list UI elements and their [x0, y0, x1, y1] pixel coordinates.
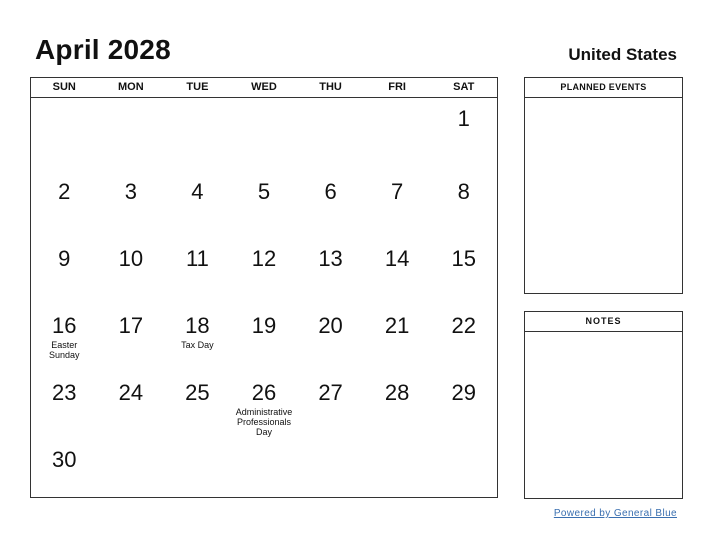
day-number: 16 [52, 313, 77, 338]
country-label: United States [568, 45, 677, 64]
day-number: 9 [58, 246, 71, 271]
weekday-wed: WED [251, 81, 277, 93]
calendar-day-cell [430, 232, 497, 299]
day-number: 7 [391, 179, 404, 204]
day-number: 11 [186, 246, 209, 271]
weekday-tue: TUE [186, 81, 209, 93]
weekday-thu: THU [319, 81, 342, 93]
empty-day-cell [364, 98, 431, 165]
day-number: 14 [384, 246, 410, 271]
calendar-day-cell [98, 299, 165, 366]
calendar-day-cell [297, 299, 364, 366]
calendar-weeks [31, 98, 497, 500]
weekday-fri: FRI [388, 81, 406, 93]
notes-heading: NOTES [525, 312, 682, 332]
empty-day-cell [430, 433, 497, 500]
day-number: 21 [384, 313, 410, 338]
notes-panel [524, 311, 683, 499]
calendar-day-cell [31, 433, 98, 500]
calendar-day-cell [364, 232, 431, 299]
weekday-sat: SAT [453, 81, 475, 93]
day-number: 2 [58, 179, 71, 204]
empty-day-cell [31, 98, 98, 165]
day-number: 3 [124, 179, 137, 204]
calendar-day-cell [231, 232, 298, 299]
day-number: 6 [324, 179, 337, 204]
weekday-header-row [31, 78, 497, 98]
calendar-day-cell [98, 366, 165, 433]
empty-day-cell [164, 433, 231, 500]
day-number: 29 [451, 380, 476, 405]
day-number: 1 [457, 106, 470, 131]
empty-day-cell [297, 98, 364, 165]
day-number: 19 [251, 313, 277, 338]
day-number: 8 [457, 179, 470, 204]
calendar-day-cell [364, 165, 431, 232]
calendar-day-cell [430, 299, 497, 366]
calendar-day-cell [297, 366, 364, 433]
calendar-day-cell [98, 165, 165, 232]
holiday-label: Tax Day [181, 340, 214, 350]
day-number: 26 [251, 380, 277, 405]
calendar-day-cell [164, 165, 231, 232]
empty-day-cell [364, 433, 431, 500]
empty-day-cell [231, 433, 298, 500]
page-title: April 2028 [35, 34, 171, 65]
day-number: 28 [384, 380, 410, 405]
day-number: 5 [257, 179, 271, 204]
calendar-day-cell [430, 98, 497, 165]
empty-day-cell [297, 433, 364, 500]
calendar-day-cell [31, 232, 98, 299]
calendar-grid [30, 77, 498, 498]
calendar-day-cell [297, 165, 364, 232]
holiday-label: Easter Sunday [49, 340, 80, 360]
day-number: 12 [251, 246, 277, 271]
calendar-day-cell [231, 366, 298, 437]
calendar-day-cell [164, 366, 231, 433]
day-number: 30 [52, 447, 77, 472]
calendar-day-cell [231, 299, 298, 366]
planned-events-heading: PLANNED EVENTS [525, 78, 682, 98]
day-number: 10 [118, 246, 144, 271]
day-number: 25 [185, 380, 210, 405]
empty-day-cell [98, 98, 165, 165]
empty-day-cell [98, 433, 165, 500]
calendar-day-cell [164, 299, 231, 366]
day-number: 17 [118, 313, 144, 338]
powered-by-link[interactable]: Powered by General Blue [553, 508, 677, 519]
holiday-label: Administrative Professionals Day [235, 407, 293, 437]
calendar-day-cell [31, 165, 98, 232]
weekday-mon: MON [118, 81, 144, 93]
day-number: 4 [191, 179, 204, 204]
day-number: 18 [185, 313, 210, 338]
calendar-day-cell [31, 366, 98, 433]
empty-day-cell [231, 98, 298, 165]
calendar-day-cell [98, 232, 165, 299]
calendar-day-cell [364, 299, 431, 366]
day-number: 15 [451, 246, 476, 271]
calendar-day-cell [364, 366, 431, 433]
day-number: 20 [318, 313, 343, 338]
calendar-day-cell [297, 232, 364, 299]
planned-events-panel [524, 77, 683, 294]
calendar-day-cell [31, 299, 98, 366]
calendar-day-cell [430, 165, 497, 232]
day-number: 13 [318, 246, 343, 271]
day-number: 22 [451, 313, 476, 338]
calendar-day-cell [231, 165, 298, 232]
calendar-day-cell [430, 366, 497, 433]
empty-day-cell [164, 98, 231, 165]
weekday-sun: SUN [52, 81, 76, 93]
calendar-day-cell [164, 232, 231, 299]
day-number: 23 [52, 380, 77, 405]
day-number: 24 [118, 380, 144, 405]
day-number: 27 [318, 380, 343, 405]
